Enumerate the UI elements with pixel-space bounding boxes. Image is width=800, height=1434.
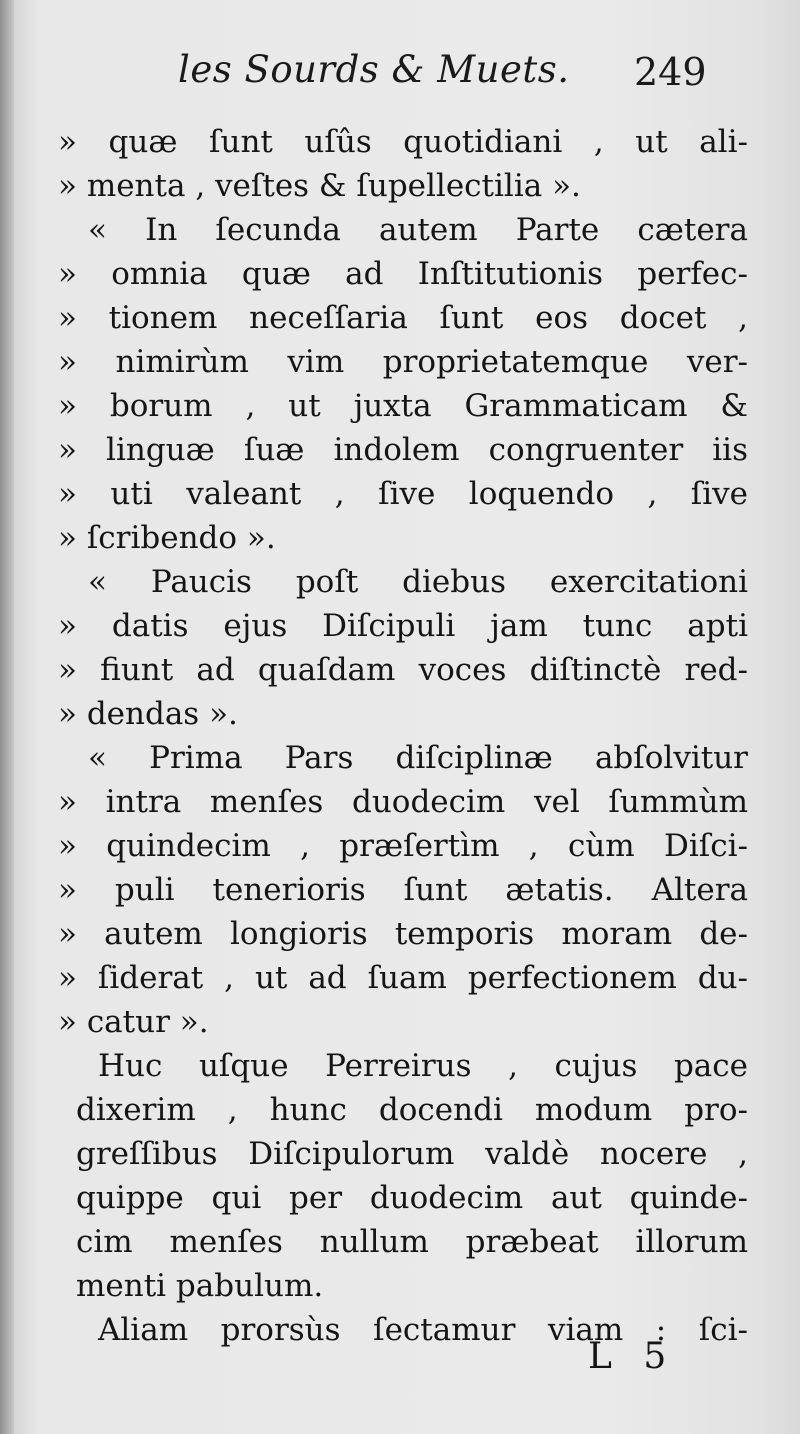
text-line: » catur ». [58,1004,209,1040]
text-line: greſſibus Diſcipulorum valdè nocere , [76,1136,748,1172]
text-line: » linguæ ſuæ indolem congruenter iis [58,432,748,468]
text-line: » nimirùm vim proprietatemque ver- [58,344,748,380]
text-line: » puli tenerioris ſunt ætatis. Altera [58,872,748,908]
text-line: » borum , ut juxta Grammaticam & [58,388,748,424]
text-line: » datis ejus Diſcipuli jam tunc apti [58,608,748,644]
text-line: Aliam prorsùs ſectamur viam : ſci- [98,1312,748,1348]
text-line: » menta , veſtes & ſupellectilia ». [58,168,581,204]
text-line: Huc uſque Perreirus , cujus pace [98,1048,748,1084]
text-line: menti pabulum. [76,1268,324,1304]
text-line: dixerim , hunc docendi modum pro- [76,1092,748,1128]
text-line: » dendas ». [58,696,238,732]
text-line: » quindecim , præſertìm , cùm Diſci- [58,828,748,864]
text-line: » fiunt ad quaſdam voces diſtinctè red- [58,652,748,688]
text-line: » tionem neceſſaria ſunt eos docet , [58,300,748,336]
text-line: cim menſes nullum præbeat illorum [76,1224,748,1260]
text-line: » ſiderat , ut ad ſuam perfectionem du- [58,960,748,996]
text-line: quippe qui per duodecim aut quinde- [76,1180,748,1216]
body-text [58,120,748,1352]
text-line: » omnia quæ ad Inſtitutionis perfec- [58,256,748,292]
signature-mark: L 5 [588,1336,677,1377]
text-line: » intra menſes duodecim vel ſummùm [58,784,748,820]
text-line: « Paucis poſt diebus exercitationi [88,564,748,600]
binding-shadow [0,0,14,1434]
page-header [0,48,800,108]
text-line: « In ſecunda autem Parte cætera [88,212,748,248]
text-line: « Prima Pars diſciplinæ abſolvitur [88,740,748,776]
text-line: » ſcribendo ». [58,520,276,556]
text-line: » uti valeant , ſive loquendo , ſive [58,476,748,512]
running-head: les Sourds & Muets. [178,48,570,91]
text-line: » autem longioris temporis moram de- [58,916,748,952]
text-line: » quæ ſunt uſûs quotidiani , ut ali- [58,124,748,160]
page-number: 249 [634,50,707,94]
